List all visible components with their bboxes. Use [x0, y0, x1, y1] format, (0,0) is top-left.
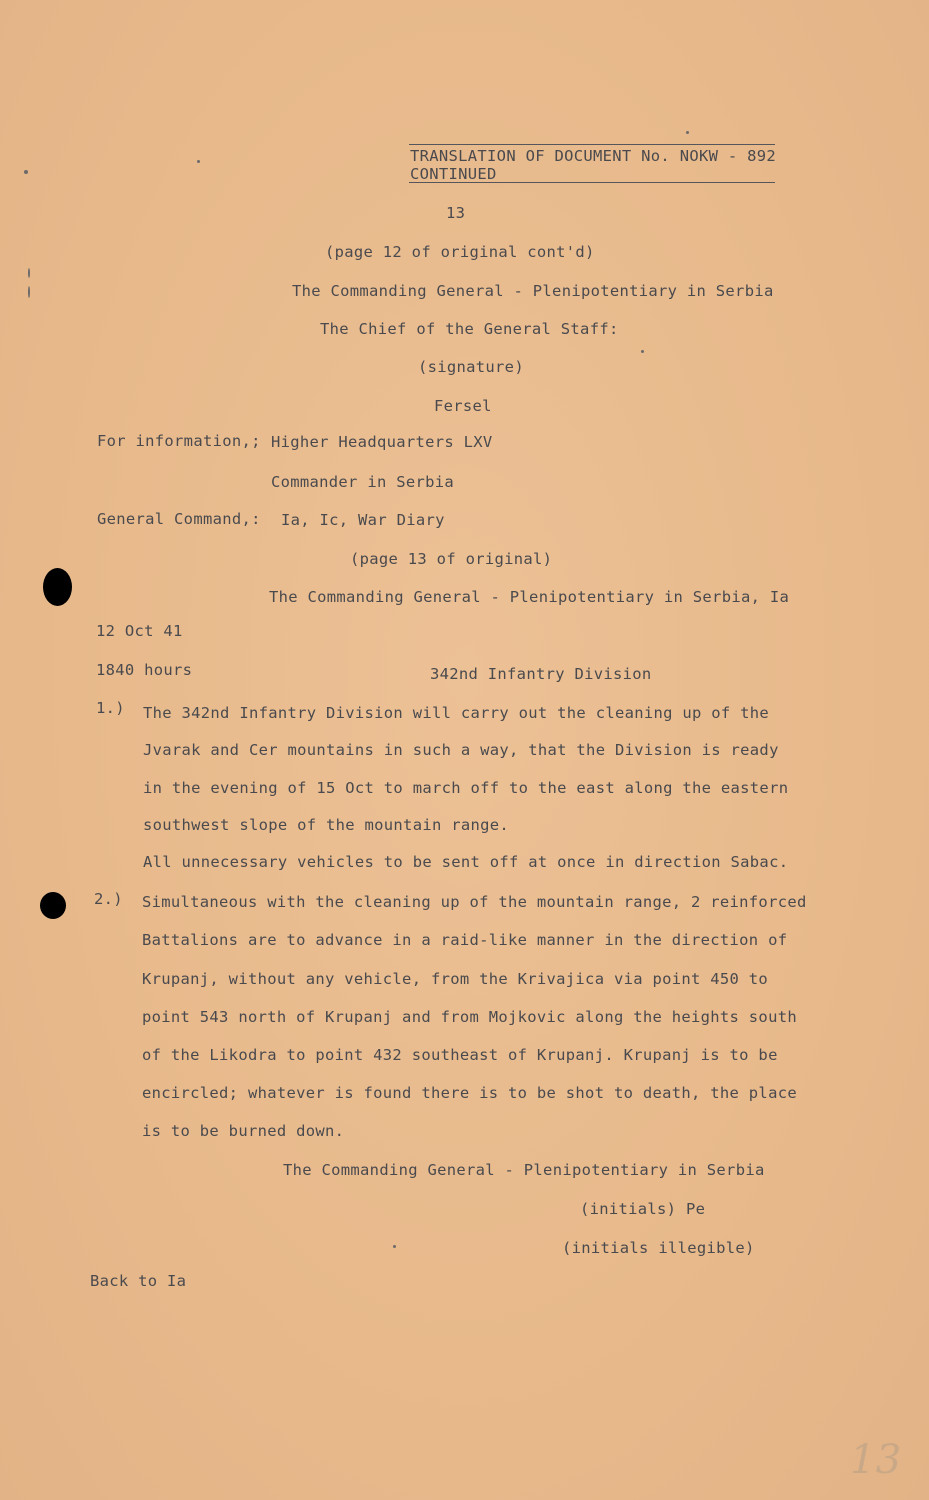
chief-of-staff: The Chief of the General Staff:: [320, 320, 619, 338]
for-information-value: Higher Headquarters LXV: [271, 433, 493, 451]
speck: [28, 268, 30, 278]
item-2-line: encircled; whatever is found there is to be shot to death, the place: [142, 1084, 797, 1102]
back-to-ia: Back to Ia: [90, 1272, 187, 1290]
order-time: 1840 hours: [96, 661, 193, 679]
general-command-value: Ia, Ic, War Diary: [281, 511, 445, 529]
item-1-line: Jvarak and Cer mountains in such a way, that the Division is ready: [143, 741, 779, 759]
item-2-line: point 543 north of Krupanj and from Mojkovic along the heights south: [142, 1008, 797, 1026]
punch-hole-upper: [43, 568, 72, 606]
closing-signatory: The Commanding General - Plenipotentiary in Serbia: [283, 1161, 765, 1179]
for-information-label: For information,;: [97, 432, 261, 450]
speck: [393, 1245, 396, 1248]
signer-name: Fersel: [434, 397, 492, 415]
item-1-line: All unnecessary vehicles to be sent off at once in direction Sabac.: [143, 853, 789, 871]
item-1-line: The 342nd Infantry Division will carry out the cleaning up of the: [143, 704, 770, 722]
commanding-general-heading: The Commanding General - Plenipotentiary in Serbia: [292, 282, 774, 300]
item-2-line: Simultaneous with the cleaning up of the mountain range, 2 reinforced: [142, 893, 807, 911]
document-title-continued: CONTINUED: [410, 165, 497, 183]
order-recipient: 342nd Infantry Division: [430, 665, 652, 683]
speck: [28, 286, 30, 298]
speck: [197, 160, 200, 163]
signature-note: (signature): [418, 358, 524, 376]
speck: [686, 131, 689, 134]
item-2-line: Battalions are to advance in a raid-like manner in the direction of: [142, 931, 788, 949]
handwritten-page-mark: 13: [850, 1437, 902, 1483]
initials-illegible: (initials illegible): [562, 1239, 755, 1257]
page-reference-13: (page 13 of original): [350, 550, 553, 568]
header-rule-bottom: [409, 182, 775, 183]
page-number: 13: [446, 204, 466, 222]
commander-in-serbia: Commander in Serbia: [271, 473, 455, 491]
initials-pe: (initials) Pe: [580, 1200, 706, 1218]
item-2-number: 2.): [94, 890, 123, 908]
header-rule-top: [409, 144, 775, 145]
general-command-label: General Command,:: [97, 510, 261, 528]
item-1-line: in the evening of 15 Oct to march off to the east along the eastern: [143, 779, 789, 797]
page-reference: (page 12 of original cont'd): [325, 243, 595, 261]
item-2-line: is to be burned down.: [142, 1122, 345, 1140]
item-1-number: 1.): [96, 699, 125, 717]
order-date: 12 Oct 41: [96, 622, 183, 640]
punch-hole-lower: [40, 892, 66, 919]
item-1-line: southwest slope of the mountain range.: [143, 816, 510, 834]
document-title: TRANSLATION OF DOCUMENT No. NOKW - 892: [410, 147, 777, 165]
order-from: The Commanding General - Plenipotentiary in Serbia, Ia: [269, 588, 790, 606]
item-2-line: of the Likodra to point 432 southeast of Krupanj. Krupanj is to be: [142, 1046, 778, 1064]
item-2-line: Krupanj, without any vehicle, from the Krivajica via point 450 to: [142, 970, 769, 988]
speck: [24, 170, 28, 174]
speck: [641, 350, 644, 353]
